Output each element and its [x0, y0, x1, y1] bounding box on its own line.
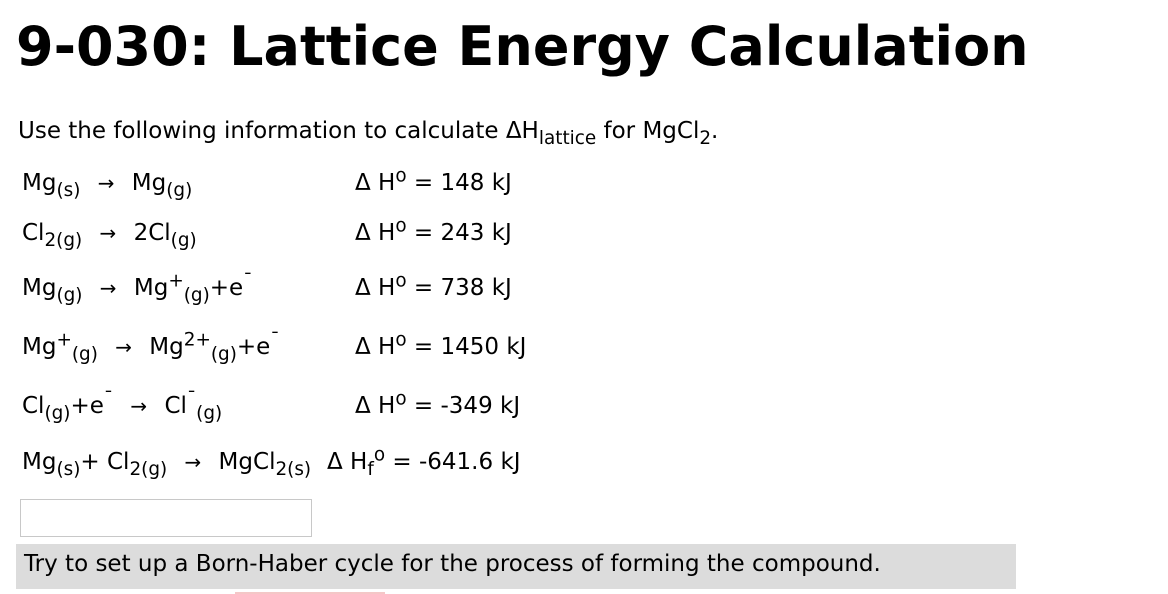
reaction-equation-5: $Cl_{(g)}+e^¯ \to Cl^¯_{(g)}$	[22, 388, 223, 424]
reaction-equation-6: $Mg_{(s)}+ Cl_{2(g)}$ → MgCl$_{2(s)}$	[22, 449, 312, 480]
reaction-equation-1: $Mg_{(s)} \to Mg_{(g)}$	[22, 170, 193, 201]
page-title: 9-030: Lattice Energy Calculation	[16, 15, 1029, 78]
reaction-enthalpy-4: Δ $H^o = 1450$ kJ	[355, 329, 527, 360]
reaction-enthalpy-3: Δ $H^o = 738$ kJ	[355, 270, 512, 301]
reaction-enthalpy-2: Δ $H^o = 243$ kJ	[355, 215, 512, 246]
reaction-equation-3: $Mg_{(g)} \to Mg^+_{(g)}+e^¯$	[22, 270, 253, 306]
reaction-enthalpy-1: Δ $H^o = 148$ kJ	[355, 165, 512, 196]
reaction-enthalpy-5: Δ $H^o = -349$ kJ	[355, 388, 521, 419]
answer-input[interactable]	[20, 499, 312, 537]
reaction-equation-2: $Cl_{2(g)} \to 2Cl_{(g)}$	[22, 220, 197, 251]
hint-box: Try to set up a Born-Haber cycle for the process of forming the compound.	[16, 544, 1016, 589]
reaction-equation-4: $Mg^+_{(g)} \to Mg^{2+}_{(g)}+e^¯$	[22, 329, 280, 365]
reaction-enthalpy-6: Δ $H_f^o = -641.6$ kJ	[327, 444, 521, 480]
instruction-text: Use the following information to calculate $\Delta H_{lattice}$ for MgCl$_2$.	[18, 118, 719, 149]
